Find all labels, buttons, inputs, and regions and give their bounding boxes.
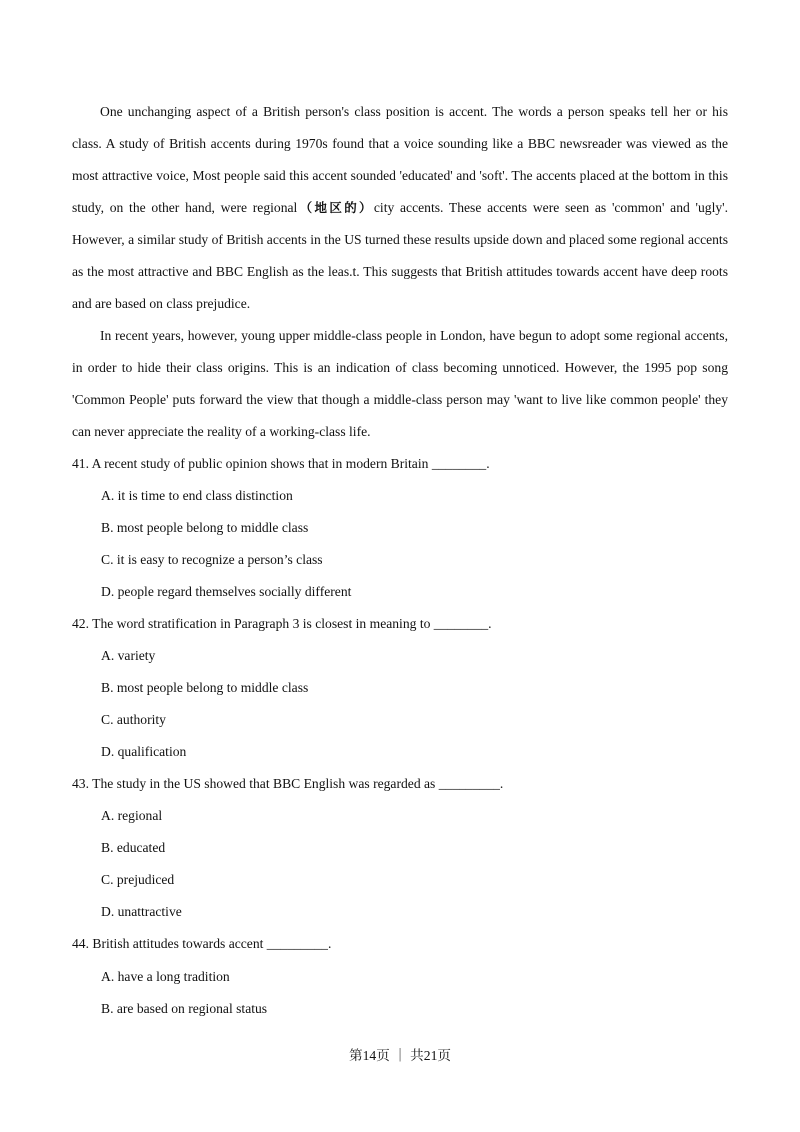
question-41-option-d: D. people regard themselves socially different — [101, 584, 352, 599]
question-43-option-a: A. regional — [101, 808, 163, 823]
passage-paragraph-2: In recent years, however, young upper middle-class people in London, have begun to adopt some regional accents, in order to hide their class origins. This is an indication of class becoming unnoticed. However, the 1995 pop song 'Common People' puts forward the view that though a middle-class person may 'want to live like common people' they can never appreciate the reality of a working-class life. — [72, 328, 728, 439]
chinese-gloss: （地区的） — [297, 200, 374, 215]
page-footer: 第14页 ｜ 共21页 — [349, 1048, 451, 1063]
question-44-option-b: B. are based on regional status — [101, 1001, 268, 1016]
question-43-option-d: D. unattractive — [101, 904, 182, 919]
question-43-stem: 43. The study in the US showed that BBC English was regarded as _________. — [72, 776, 504, 791]
passage-paragraph-1 — [72, 96, 728, 320]
question-43-option-b: B. educated — [101, 840, 166, 855]
question-41-option-b: B. most people belong to middle class — [101, 520, 309, 535]
question-42-option-a: A. variety — [101, 648, 156, 663]
question-41-stem: 41. A recent study of public opinion shows that in modern Britain ________. — [72, 456, 490, 471]
question-43-option-c: C. prejudiced — [101, 872, 175, 887]
question-42-option-d: D. qualification — [101, 744, 187, 759]
paragraph-1-text-b: city accents. These accents were seen as 'common' and 'ugly'. However, a similar study of British accents in the US turned these results upside down and placed some regional accents as the most attractive and BBC English as the leas.t. This suggests that British attitudes towards accent have deep roots and are based on class prejudice. — [72, 200, 728, 311]
question-41-option-c: C. it is easy to recognize a person’s class — [101, 552, 323, 567]
question-44-stem: 44. British attitudes towards accent _________. — [72, 936, 332, 951]
question-42-option-c: C. authority — [101, 712, 166, 727]
paragraph-1-text-a: One unchanging aspect of a British person's class position is accent. The words a person speaks tell her or his class. A study of British accents during 1970s found that a voice sounding like a BBC newsreader was viewed as the most attractive voice, Most people said this accent sounded 'educated' and 'soft'. The accents placed at the bottom in this study, on the other hand, were regional — [72, 104, 728, 215]
question-42-option-b: B. most people belong to middle class — [101, 680, 309, 695]
question-41-option-a: A. it is time to end class distinction — [101, 488, 293, 503]
question-44-option-a: A. have a long tradition — [101, 969, 230, 984]
question-42-stem: 42. The word stratification in Paragraph 3 is closest in meaning to ________. — [72, 616, 492, 631]
